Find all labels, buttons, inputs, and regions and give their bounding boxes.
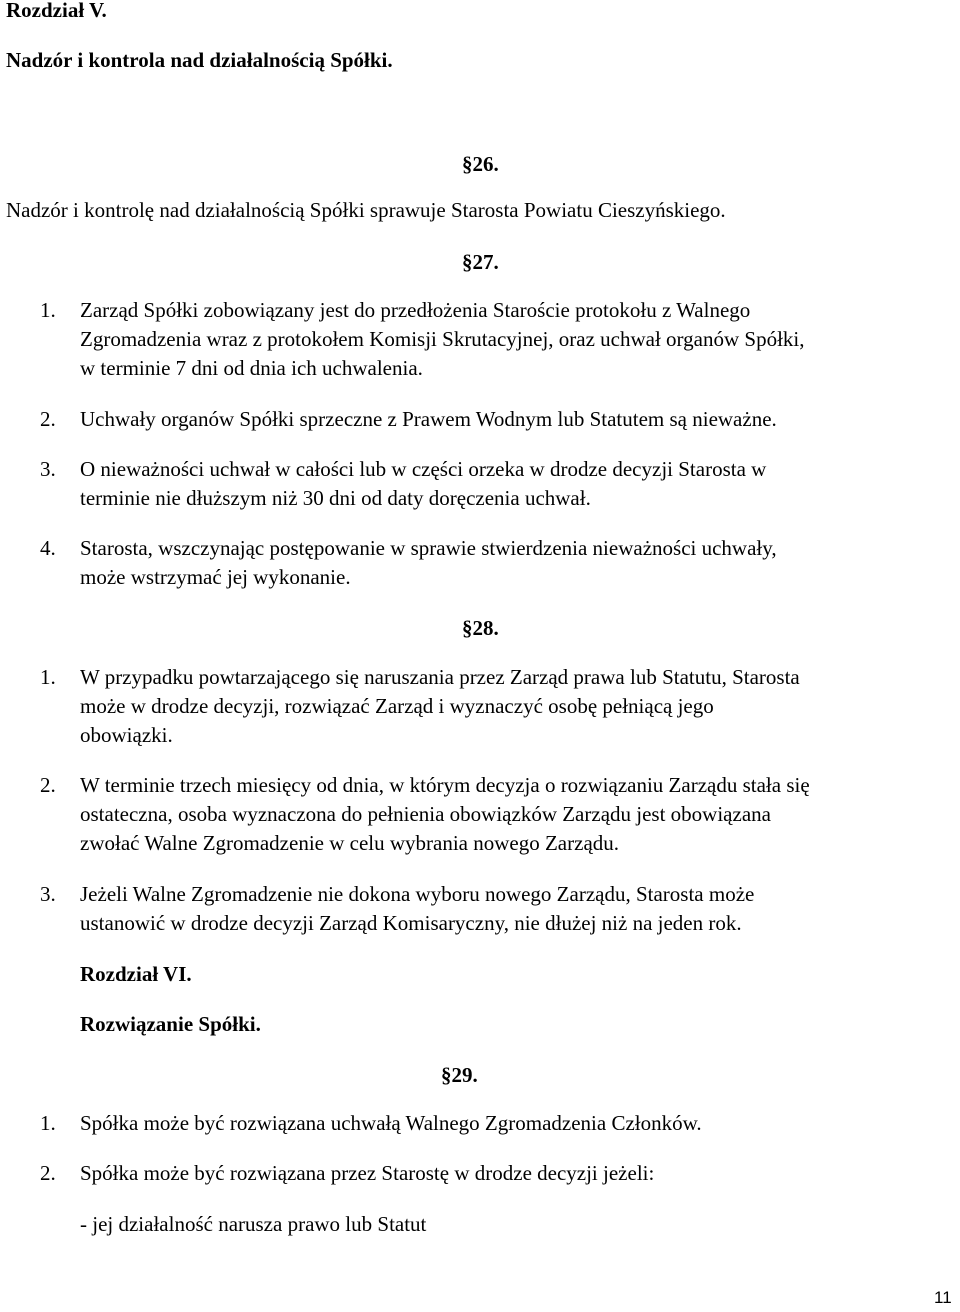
section-26-text: Nadzór i kontrolę nad działalnością Spółki sprawuje Starosta Powiatu Cieszyńskiego. xyxy=(6,198,726,222)
item-number: 2. xyxy=(40,1161,56,1185)
item-line: obowiązki. xyxy=(80,723,173,747)
page-number: 11 xyxy=(934,1288,952,1307)
section-26-mark: §26. xyxy=(462,152,499,176)
item-number: 2. xyxy=(40,407,56,431)
item-number: 1. xyxy=(40,298,56,322)
item-number: 1. xyxy=(40,1111,56,1135)
chapter-heading: Rozdział VI. xyxy=(80,962,192,986)
item-line: Spółka może być rozwiązana uchwałą Walnego Zgromadzenia Członków. xyxy=(80,1111,702,1135)
item-line: Uchwały organów Spółki sprzeczne z Prawem Wodnym lub Statutem są nieważne. xyxy=(80,407,777,431)
item-line: terminie nie dłuższym niż 30 dni od daty doręczenia uchwał. xyxy=(80,486,591,510)
item-number: 3. xyxy=(40,457,56,481)
item-line: może wstrzymać jej wykonanie. xyxy=(80,565,351,589)
item-line: zwołać Walne Zgromadzenie w celu wybrania nowego Zarządu. xyxy=(80,831,620,855)
chapter-title: Nadzór i kontrola nad działalnością Spółki. xyxy=(6,48,393,72)
item-line: może w drodze decyzji, rozwiązać Zarząd i wyznaczyć osobę pełniącą jego xyxy=(80,694,714,718)
item-line: Zarząd Spółki zobowiązany jest do przedłożenia Staroście protokołu z Walnego xyxy=(80,298,751,322)
item-line: w terminie 7 dni od dnia ich uchwalenia. xyxy=(80,356,423,380)
item-line: Zgromadzenia wraz z protokołem Komisji Skrutacyjnej, oraz uchwał organów Spółki, xyxy=(80,327,805,351)
section-29-mark: §29. xyxy=(441,1063,478,1087)
item-line: W terminie trzech miesięcy od dnia, w którym decyzja o rozwiązaniu Zarządu stała się xyxy=(80,773,810,797)
item-number: 4. xyxy=(40,536,56,560)
item-line: ustanowić w drodze decyzji Zarząd Komisaryczny, nie dłużej niż na jeden rok. xyxy=(80,911,742,935)
chapter-title: Rozwiązanie Spółki. xyxy=(80,1012,261,1036)
item-line: W przypadku powtarzającego się naruszania przez Zarząd prawa lub Statutu, Starosta xyxy=(80,665,800,689)
item-number: 3. xyxy=(40,882,56,906)
item-line: ostateczna, osoba wyznaczona do pełnienia obowiązków Zarządu jest obowiązana xyxy=(80,802,771,826)
item-line: Starosta, wszczynając postępowanie w sprawie stwierdzenia nieważności uchwały, xyxy=(80,536,777,560)
section-27-mark: §27. xyxy=(462,250,499,274)
bullet-line: - jej działalność narusza prawo lub Statut xyxy=(80,1212,427,1236)
item-number: 1. xyxy=(40,665,56,689)
item-line: Spółka może być rozwiązana przez Starostę w drodze decyzji jeżeli: xyxy=(80,1161,655,1185)
item-line: Jeżeli Walne Zgromadzenie nie dokona wyboru nowego Zarządu, Starosta może xyxy=(80,882,755,906)
section-28-mark: §28. xyxy=(462,616,499,640)
item-line: O nieważności uchwał w całości lub w części orzeka w drodze decyzji Starosta w xyxy=(80,457,767,481)
chapter-heading: Rozdział V. xyxy=(6,0,107,22)
item-number: 2. xyxy=(40,773,56,797)
